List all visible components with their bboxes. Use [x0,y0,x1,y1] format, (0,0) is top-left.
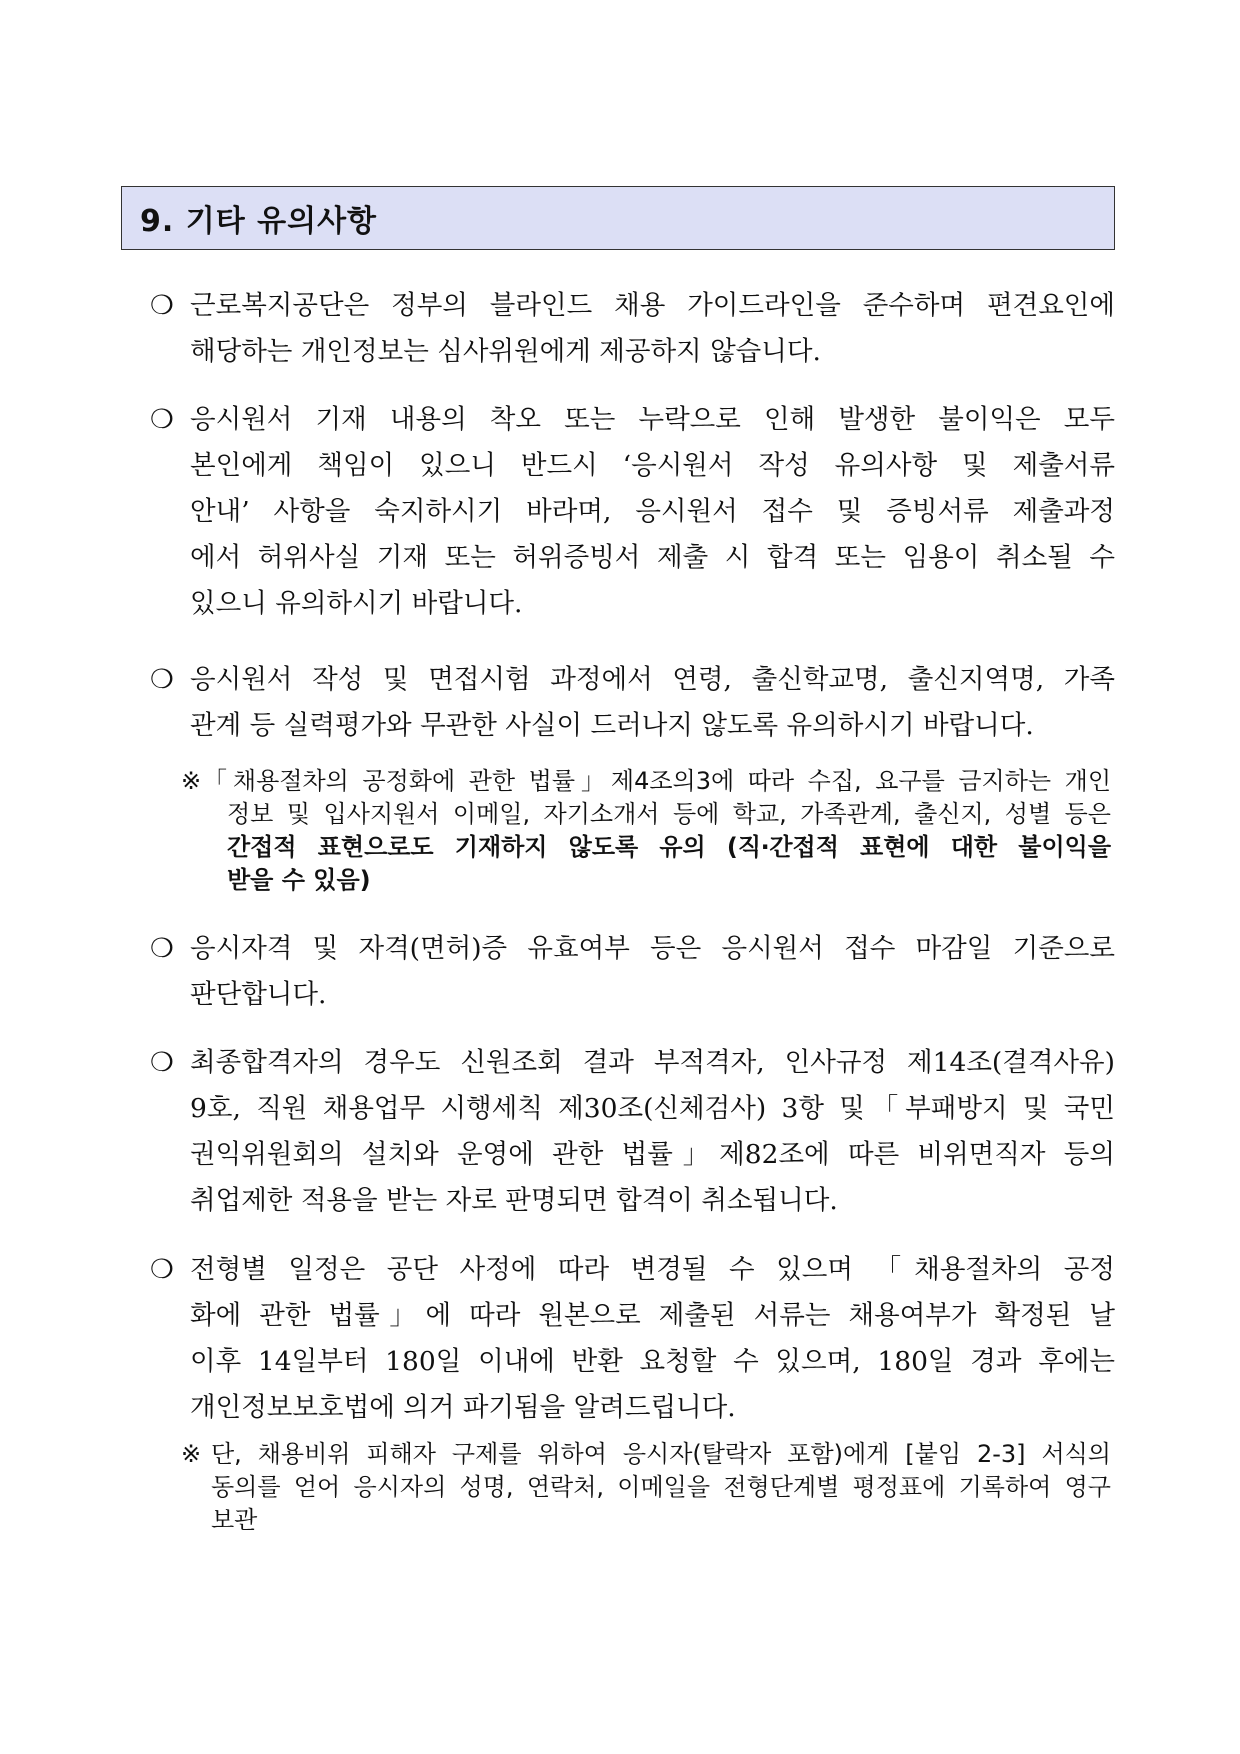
item-line: 관계 등 실력평가와 무관한 사실이 드러나지 않도록 유의하시기 바랍니다. [190,710,1034,741]
reference-mark-icon: ※ [181,767,202,795]
item-line: 근로복지공단은 정부의 블라인드 채용 가이드라인을 준수하며 편견요인에 [190,290,1115,321]
item-line: 안내’ 사항을 숙지하시기 바라며, 응시원서 접수 및 증빙서류 제출과정 [190,496,1115,527]
note-line: 보관 [211,1506,258,1534]
reference-mark-icon: ※ [181,1440,202,1468]
item-line: 전형별 일정은 공단 사정에 따라 변경될 수 있으며 「채용절차의 공정 [190,1254,1115,1285]
note-line: 정보 및 입사지원서 이메일, 자기소개서 등에 학교, 가족관계, 출신지, 성별 등은 [227,800,1111,828]
circle-bullet-icon: ❍ [150,664,174,695]
note-line-emphasis: 간접적 표현으로도 기재하지 않도록 유의 (직‧간접적 표현에 대한 불이익을 [227,833,1111,861]
note-line: 단, 채용비위 피해자 구제를 위하여 응시자(탈락자 포함)에게 [붙임 2-3] 서식의 [211,1440,1111,1468]
item-line: 이후 14일부터 180일 이내에 반환 요청할 수 있으며, 180일 경과 후에는 [190,1346,1115,1377]
item-line: 화에 관한 법률」에 따라 원본으로 제출된 서류는 채용여부가 확정된 날 [190,1300,1115,1331]
item-line: 응시자격 및 자격(면허)증 유효여부 등은 응시원서 접수 마감일 기준으로 [190,933,1115,964]
note-line-emphasis: 받을 수 있음) [227,866,371,894]
item-line: 최종합격자의 경우도 신원조회 결과 부적격자, 인사규정 제14조(결격사유) [190,1047,1115,1078]
circle-bullet-icon: ❍ [150,404,174,435]
circle-bullet-icon: ❍ [150,1254,174,1285]
item-line: 권익위원회의 설치와 운영에 관한 법률」제82조에 따른 비위면직자 등의 [190,1139,1115,1170]
item-line: 취업제한 적용을 받는 자로 판명되면 합격이 취소됩니다. [190,1185,838,1216]
item-line: 응시원서 작성 및 면접시험 과정에서 연령, 출신학교명, 출신지역명, 가족 [190,664,1115,695]
item-line: 본인에게 책임이 있으니 반드시 ‘응시원서 작성 유의사항 및 제출서류 [190,450,1115,481]
section-title: 9. 기타 유의사항 [140,204,378,239]
circle-bullet-icon: ❍ [150,1047,174,1078]
section-header [121,186,1115,250]
item-line: 개인정보보호법에 의거 파기됨을 알려드립니다. [190,1392,736,1423]
note-line: 「채용절차의 공정화에 관한 법률」제4조의3에 따라 수집, 요구를 금지하는 개인 [203,767,1111,795]
item-line: 에서 허위사실 기재 또는 허위증빙서 제출 시 합격 또는 임용이 취소될 수 [190,542,1115,573]
circle-bullet-icon: ❍ [150,290,174,321]
item-line: 있으니 유의하시기 바랍니다. [190,588,523,619]
note-line: 동의를 얻어 응시자의 성명, 연락처, 이메일을 전형단계별 평정표에 기록하여 영구 [211,1473,1111,1501]
item-line: 9호, 직원 채용업무 시행세칙 제30조(신체검사) 3항 및「부패방지 및 국민 [190,1093,1115,1124]
circle-bullet-icon: ❍ [150,933,174,964]
item-line: 응시원서 기재 내용의 착오 또는 누락으로 인해 발생한 불이익은 모두 [190,404,1115,435]
item-line: 해당하는 개인정보는 심사위원에게 제공하지 않습니다. [190,336,821,367]
item-line: 판단합니다. [190,979,327,1010]
